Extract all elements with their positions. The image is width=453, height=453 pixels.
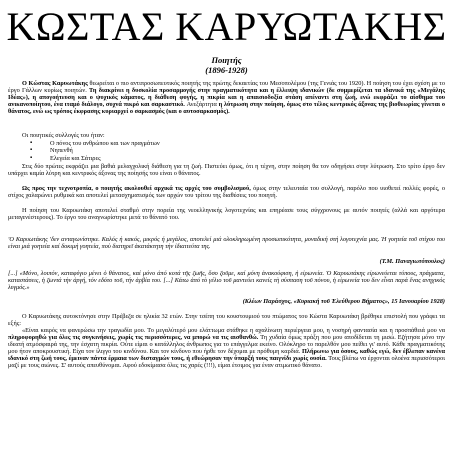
letter-bold-1: πληροφορηθώ για όλες τις συγκινήσεις, χωρίς τις περισσότερες, να μπορώ να τις αισθανθώ. — [8, 334, 259, 342]
poet-role: Ποιητής — [211, 55, 242, 65]
quote-1-attribution: (Τ.Μ. Παναγιωτόπουλος) — [379, 258, 445, 265]
quote-1-text: 'Ο Καρυωτάκης 'δεν ανταγωνίστηκε. Καλός ή κακός, μικρός ή μεγάλος, αποτελεί μιά ολοκληρωμένη προσωπικότητα, μοναδική στή λογοτεχνία μας. Ή γοητεία τοῦ στίχου του είναι μιά γοητεία καί δοκιμή γοητεία, ποὺ διατηρεῖ ἀκατάκτητη τὴν ἰδιαιτεύτα της. — [8, 236, 445, 251]
body-text-2: όμως στην τελευταία του συλλογή, παρόλο που υιοθετεί πολλές φορές, ο στίχος χαλαρώνει ρυθμικά και αποτελεί μετασχηματισμός των αρχών του τρίτου της διαθέσεις του ποιητή. — [8, 185, 445, 200]
intro-lead: Ο Κώστας Καρυωτάκης — [22, 80, 88, 87]
collections-intro — [8, 132, 445, 139]
page-title: ΚΩΣΤΑΣ ΚΑΡΥΩΤΑΚΗΣ — [6, 4, 447, 49]
list-item: ▪ Νηπενθή — [30, 147, 160, 154]
list-item: ▪ Ελεγεία και Σάτιρες — [30, 155, 160, 162]
intro-text-2: Ανεξάρτητα — [186, 101, 219, 109]
body-text-1: Στις δύο πρώτες εκφράζει μια βαθιά μελαγχολική διάθεση για τη ζωή. Πιστεύει όμως, ότι η τέχνη, στην ποίηση θα τον οδηγήσει στην λύτρωση. Στο τρίτο έργο δεν υπάρχει καμία λύτρη και κεντρικός άξονας της ποίησής του είναι ο θάνατος. — [8, 163, 445, 178]
closing-paragraph — [8, 313, 445, 327]
letter-text-a: «Είναι καιρός να φανερώσω την τραγωδία μου. Το μεγαλύτερό μου ελάττωμα στάθηκε η αχαλίνωτη περιέργεια μου, η νοσηρή φαντασία και η προσπάθειά μου να — [22, 327, 445, 334]
intro-paragraph — [8, 80, 445, 115]
quote-1 — [8, 236, 445, 250]
letter-text-c: Τη χυδαία όμως πράξη που μου αποδίδεται τη μισώ. Εζήτησα μόνο την ιδεατή ατμόσφαιρά της, την έσχατη πικρία. Ούτε είμαι ο κατάλληλος άνθρωπος για το επάγγελμα εκείνο. Ολόκληρο το παρελθόν μου πείθει γι' αυτό. Κάθε πραγματικότης μου ήτον αποκρουστική. Είχα τον ίλιγγο του κινδύνου. Και τον κίνδυνο που ήρθε τον δέχομαι με πρόθυμη καρδιά. — [8, 334, 446, 356]
collections-intro-text: Οι ποιητικές συλλογές του ήταν: — [22, 132, 105, 139]
closing-text: Ο Καρυωτάκης αυτοκτόνησε στην Πρέβεζα σε ηλικία 32 ετών. Στην τσέπη του κουστουμιού του πτώματος του Κώστα Καρυωτάκη βρέθηκε επιστολή που γράφει τα εξής: — [8, 313, 445, 328]
quote-2-text: [...] «Μόνο, λοιπόν, καταφύγιο μένει ὁ θάνατος, καί μόνο ἀπό κοτά τῆς ζωῆς, ὅσο ζοῦμε, καί μόνη ἀνακούφιση, ἡ εἰρωνεία. Ὁ Καρυωτάκης εἰρωνεύεται τύπους, πράγματα, καταστάσεις, ἡ ζωντά τὴν ἀργή, τόν εδότο τοῦ, τήν ἀρβία του. [...] Κάτω ἀπό τὸ γέλιο τοῦ μαντεύει κανείς τὴ σύσπαση τοῦ πόνου, ἡ εἰρωνεία του δεν εἶναι παρά ἕνας ανηχικός λυγμός.» — [8, 270, 445, 292]
poet-years: (1896-1928) — [205, 65, 248, 75]
intro-bold-2: η λύτρωση στην ποίηση, όμως στο τέλος κεντρικός άξονας της βιοθεωρίας γίνεται ο θάνατος, ενώ ως τρόπος έκφρασης κυριαρχεί ο σαρκασμός (και ο αυτοσαρκασμός). — [8, 101, 445, 116]
letter-text-d: Τους βλέπω να έρχονται ολοένα περισσότεροι μαζί με τους αιώνες. Σ' αυτούς απευθύνομαι. Αφού εδοκίμασα όλες τις χαρές (!!!), είμαι έτοιμος για έναν ατιμωτικό θάνατο. — [8, 355, 446, 370]
collections-list — [30, 140, 160, 162]
quote-2-attribution: (Κλέων Παράσχος, «Κυριακή τοῦ Ἐλεύθερου Βήματος», 15 Ιανουαρίου 1928) — [242, 298, 445, 305]
body-bold-2: Ως προς την τεχνοτροπία, ο ποιητής ακολουθεί αρχικά τις αρχές του συμβολισμού, — [22, 185, 251, 192]
intro-text-1: θεωρείται ο πιο αντιπροσωπευτικός ποιητής της πρώτης δεκαετίας του Μεσοπολέμου (της Γενιάς του 1920). Η ποίηση του έχει σχέση με το έργο Γάλλων κυρίως ποιητών. — [8, 80, 445, 95]
body-paragraph-1 — [8, 163, 445, 177]
list-item: ▪ Ο πόνος του ανθρώπου και των πραγμάτων — [30, 140, 160, 147]
body-paragraph-3 — [8, 207, 445, 221]
intro-bold-1: Τη διακρίνει η δυσκολία προσαρμογής στην πραγματικότητα και η έλλειψη ιδανικών (δε συμμερίζεται τα ιδανικά της «Μεγάλης Ιδέας»), η απογοήτευση και ο ψυχικός κάματος, η διάθεση φυγής, η πικρία και η απαισιοδοξία στάση απέναντι στη ζωή, ενώ εκφράζει το αίσθημα του ανικανοποίητου, ένα ιταμό διάλογο, συχνά πικρό και σαρκαστικό. — [8, 87, 445, 109]
body-paragraph-2 — [8, 185, 445, 199]
quote-2 — [8, 270, 445, 291]
body-text-3: Η ποίηση του Καρυωτάκη αποτελεί σταθμό στην πορεία της νεοελληνικής λογοτεχνίας και επηρέασε τους σύγχρονους με αυτόν ποιητές (αλλά και αργότερα μεταγενέστερους). Το έργο του αναγνωρίστηκε μετά το θάνατό του. — [8, 207, 445, 222]
suicide-letter — [8, 327, 445, 370]
letter-bold-2: Πλήρωνω για όσους, καθώς εγώ, δεν έβλεπαν κανένα ιδανικό στη ζωή τους, έμειναν πάντα έρμαια των δισταγμών τους, ή εθεώρησαν την ύπαρξή τους παιγνίδι χωρίς ουσία. — [8, 348, 445, 363]
